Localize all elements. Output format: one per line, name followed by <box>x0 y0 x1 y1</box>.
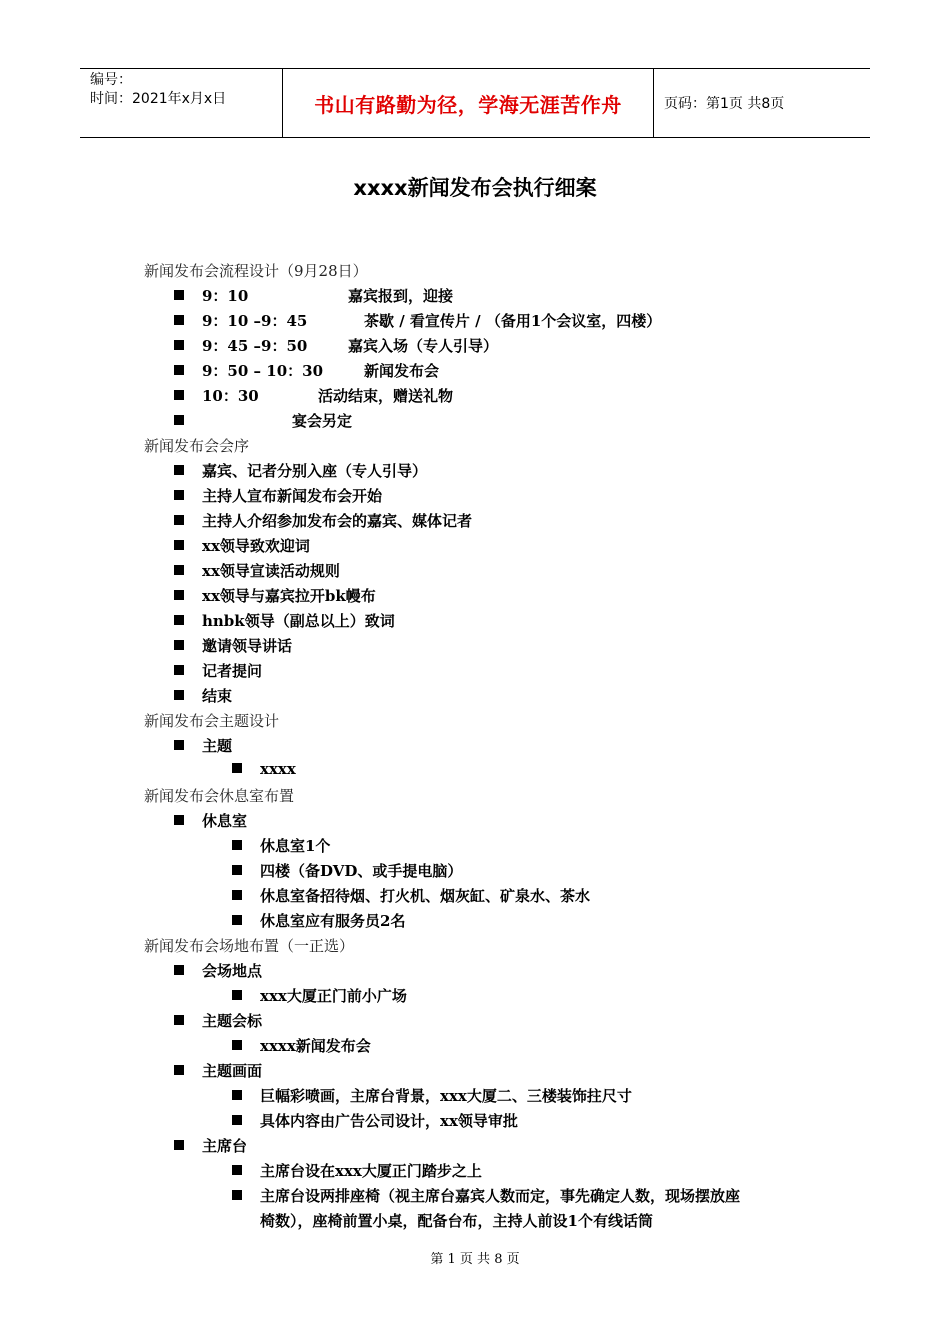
bullet-square-icon <box>232 763 242 773</box>
bullet-square-icon <box>232 1115 242 1125</box>
schedule-item <box>174 360 439 381</box>
theme-value: xxxx <box>260 760 296 778</box>
schedule-event: 活动结束，赠送礼物 <box>318 387 454 405</box>
bullet-square-icon <box>174 490 184 500</box>
bullet-square-icon <box>174 540 184 550</box>
theme-label: 主题 <box>202 737 233 755</box>
schedule-item <box>174 410 352 431</box>
order-text: 结束 <box>202 687 233 705</box>
lounge-text: 休息室备招待烟、打火机、烟灰缸、矿泉水、茶水 <box>260 887 591 905</box>
order-item <box>174 485 382 506</box>
venue-subitem <box>232 1035 371 1056</box>
bullet-square-icon <box>174 290 184 300</box>
bullet-square-icon <box>174 515 184 525</box>
section-heading: 新闻发布会休息室布置 <box>144 787 295 805</box>
venue-label: 主题画面 <box>202 1062 263 1080</box>
order-item <box>174 610 395 631</box>
lounge-subitem <box>232 835 330 856</box>
bullet-square-icon <box>174 815 184 825</box>
header-page-code <box>654 69 870 137</box>
document-title: xxxx新闻发布会执行细案 <box>353 176 597 200</box>
bullet-square-icon <box>174 565 184 575</box>
bullet-square-icon <box>174 365 184 375</box>
bullet-square-icon <box>232 1190 242 1200</box>
order-item <box>174 535 310 556</box>
venue-label: 会场地点 <box>202 962 263 980</box>
venue-text: xxxx新闻发布会 <box>260 1037 371 1055</box>
order-text: 嘉宾、记者分别入座（专人引导） <box>202 462 428 480</box>
venue-item <box>174 1060 262 1081</box>
schedule-time: 9：10 –9：45 <box>202 312 308 330</box>
order-item <box>174 685 232 706</box>
order-item <box>174 585 376 606</box>
schedule-item <box>174 285 453 306</box>
bullet-square-icon <box>174 1065 184 1075</box>
order-text: 邀请领导讲话 <box>202 637 293 655</box>
venue-subitem <box>232 985 407 1006</box>
venue-text: 主席台设在xxx大厦正门踏步之上 <box>260 1162 482 1180</box>
order-text: 记者提问 <box>202 662 263 680</box>
venue-text: 巨幅彩喷画，主席台背景，xxx大厦二、三楼装饰拄尺寸 <box>260 1087 632 1105</box>
lounge-label: 休息室 <box>202 812 248 830</box>
schedule-event: 新闻发布会 <box>364 362 440 380</box>
venue-subitem-continued: 椅数），座椅前置小桌，配备台布，主持人前设1个有线话筒 <box>260 1212 653 1230</box>
venue-item <box>174 1010 262 1031</box>
order-text: hnbk领导（副总以上）致词 <box>202 612 395 630</box>
order-text: xx领导致欢迎词 <box>202 537 310 555</box>
bullet-square-icon <box>174 665 184 675</box>
slogan: 书山有路勤为径，学海无涯苦作舟 <box>314 92 622 117</box>
venue-text: 具体内容由广告公司设计，xx领导审批 <box>260 1112 518 1130</box>
order-item <box>174 460 427 481</box>
venue-item <box>174 1135 247 1156</box>
venue-subitem <box>232 1110 518 1131</box>
page-header <box>80 68 870 138</box>
page-code: 页码：第1页 共8页 <box>664 96 785 112</box>
schedule-time: 9：45 –9：50 <box>202 337 308 355</box>
lounge-subitem <box>232 885 590 906</box>
schedule-time: 9：10 <box>202 287 249 305</box>
bullet-square-icon <box>174 965 184 975</box>
section-heading: 新闻发布会场地布置（一正选） <box>144 937 355 955</box>
order-item <box>174 510 472 531</box>
header-meta <box>80 69 282 137</box>
schedule-time: 9：50 – 10：30 <box>202 362 324 380</box>
lounge-item <box>174 810 247 831</box>
order-item <box>174 560 340 581</box>
lounge-text: 休息室应有服务员2名 <box>260 912 406 930</box>
bullet-square-icon <box>174 690 184 700</box>
schedule-item <box>174 335 498 356</box>
bullet-square-icon <box>174 740 184 750</box>
schedule-event: 茶歇 / 看宣传片 / （备用1个会议室，四楼） <box>364 312 662 330</box>
order-text: xx领导宣读活动规则 <box>202 562 340 580</box>
section-heading: 新闻发布会流程设计（9月28日） <box>144 262 368 280</box>
schedule-time: 10：30 <box>202 387 259 405</box>
bullet-square-icon <box>174 590 184 600</box>
schedule-item <box>174 385 453 406</box>
lounge-text: 休息室1个 <box>260 837 331 855</box>
bullet-square-icon <box>174 615 184 625</box>
venue-label: 主题会标 <box>202 1012 263 1030</box>
order-item <box>174 635 292 656</box>
schedule-item <box>174 310 661 331</box>
venue-label: 主席台 <box>202 1137 248 1155</box>
venue-text: xxx大厦正门前小广场 <box>260 987 407 1005</box>
lounge-text: 四楼（备DVD、或手提电脑） <box>260 862 463 880</box>
order-item <box>174 660 262 681</box>
section-heading: 新闻发布会主题设计 <box>144 712 280 730</box>
bullet-square-icon <box>232 1090 242 1100</box>
bullet-square-icon <box>174 340 184 350</box>
bullet-square-icon <box>232 890 242 900</box>
bullet-square-icon <box>232 840 242 850</box>
venue-text: 主席台设两排座椅（视主席台嘉宾人数而定，事先确定人数，现场摆放座 <box>260 1187 741 1205</box>
order-text: 主持人宣布新闻发布会开始 <box>202 487 383 505</box>
schedule-event: 宴会另定 <box>292 412 353 430</box>
lounge-subitem <box>232 910 405 931</box>
time-label: 时间：2021年x月x日 <box>90 91 227 107</box>
lounge-subitem <box>232 860 462 881</box>
bullet-square-icon <box>174 315 184 325</box>
bullet-square-icon <box>232 865 242 875</box>
schedule-event: 嘉宾入场（专人引导） <box>348 337 499 355</box>
schedule-event: 嘉宾报到，迎接 <box>348 287 454 305</box>
venue-subitem <box>232 1085 632 1106</box>
venue-subitem <box>232 1160 482 1181</box>
bullet-square-icon <box>232 1040 242 1050</box>
bullet-square-icon <box>232 990 242 1000</box>
bullet-square-icon <box>174 1140 184 1150</box>
page-footer: 第 1 页 共 8 页 <box>430 1252 520 1267</box>
bullet-square-icon <box>174 415 184 425</box>
theme-item <box>174 735 232 756</box>
header-slogan-cell <box>282 69 654 137</box>
theme-value-item <box>232 760 296 778</box>
section-heading: 新闻发布会会序 <box>144 437 250 455</box>
bullet-square-icon <box>232 1165 242 1175</box>
order-text: xx领导与嘉宾拉开bk幔布 <box>202 587 376 605</box>
order-text: 主持人介绍参加发布会的嘉宾、媒体记者 <box>202 512 473 530</box>
bullet-square-icon <box>174 1015 184 1025</box>
bullet-square-icon <box>174 640 184 650</box>
bullet-square-icon <box>174 390 184 400</box>
venue-item <box>174 960 262 981</box>
bullet-square-icon <box>174 465 184 475</box>
bullet-square-icon <box>232 915 242 925</box>
venue-subitem <box>232 1185 740 1206</box>
number-label: 编号： <box>90 72 132 88</box>
